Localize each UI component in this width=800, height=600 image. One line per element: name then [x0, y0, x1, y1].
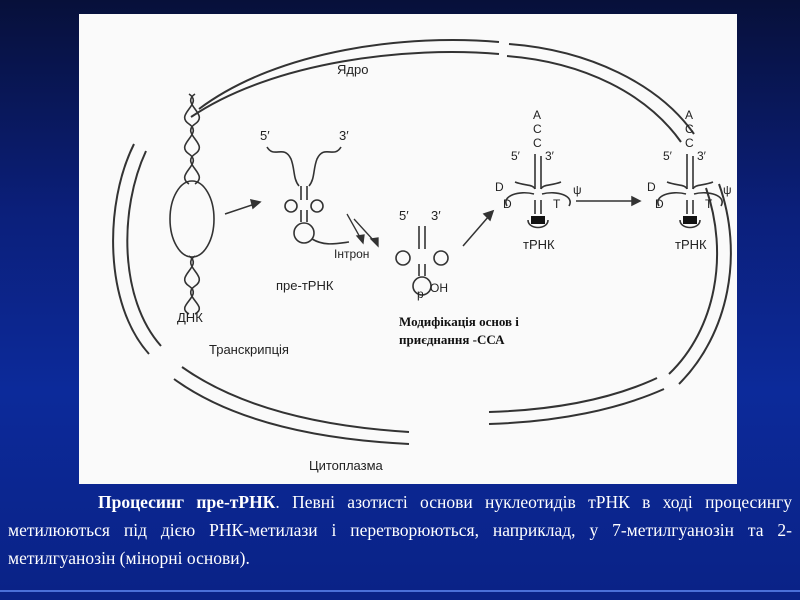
modification-line-1: Модифікація основ і [399, 314, 519, 329]
p-label: p [417, 287, 424, 301]
trna2-cca-c2: C [685, 136, 694, 150]
trna1-cca-c2: C [533, 136, 542, 150]
modification-line-2: приєднання -ССА [399, 332, 505, 347]
caption [8, 488, 792, 572]
trna1-d-outer: D [495, 180, 504, 194]
nucleus-label: Ядро [337, 62, 369, 77]
arrow-export [576, 197, 640, 205]
trna1-cca-a: A [533, 108, 542, 122]
trna1-t: T [553, 197, 561, 211]
caption-lead: Процесинг пре-тРНК [98, 492, 276, 512]
anticodon-box-1 [531, 216, 545, 224]
precursor-5prime: 5′ [399, 208, 409, 223]
intron-arrows [347, 214, 378, 246]
trna2-t: T [705, 197, 713, 211]
trna1-d-inner: D [503, 197, 512, 211]
bottom-divider [0, 590, 800, 592]
trna2-d-outer: D [647, 180, 656, 194]
trna2-cca-a: A [685, 108, 694, 122]
pre-trna-label: пре-тРНК [276, 278, 334, 293]
dna-label: ДНК [177, 310, 203, 325]
anticodon-box-2 [683, 216, 697, 224]
trna2-label: тРНК [675, 237, 707, 252]
intron-label: Інтрон [334, 247, 370, 261]
trna-processing-diagram [79, 14, 737, 484]
pre-trna-3prime: 3′ [339, 128, 349, 143]
trna1-5prime: 5′ [511, 149, 520, 163]
arrow-modification [463, 211, 493, 246]
trna2-d-inner: D [655, 197, 664, 211]
nuclear-envelope [113, 40, 731, 444]
trna2-psi: ψ [723, 183, 732, 197]
trna1-cca-c1: C [533, 122, 542, 136]
oh-label: OH [430, 281, 448, 295]
trna1-3prime: 3′ [545, 149, 554, 163]
trna2-3prime: 3′ [697, 149, 706, 163]
pre-trna-structure [267, 147, 349, 244]
arrow-transcription [225, 200, 260, 214]
dna-helix [170, 94, 214, 314]
diagram-panel [79, 14, 737, 484]
cytoplasm-label: Цитоплазма [309, 458, 383, 473]
precursor-3prime: 3′ [431, 208, 441, 223]
trna1-psi: ψ [573, 183, 582, 197]
caption-body: . Певні азотисті основи нуклеотидів тРНК в ході процесингу метилюються під дією РНК-метилази і перетворюються, наприклад, у 7-метилгуанозін та 2-метилгуанозін (мінорні основи). [8, 492, 792, 568]
trna2-5prime: 5′ [663, 149, 672, 163]
trna2-cca-c1: C [685, 122, 694, 136]
trna1-label: тРНК [523, 237, 555, 252]
pre-trna-5prime: 5′ [260, 128, 270, 143]
transcription-label: Транскрипція [209, 342, 289, 357]
